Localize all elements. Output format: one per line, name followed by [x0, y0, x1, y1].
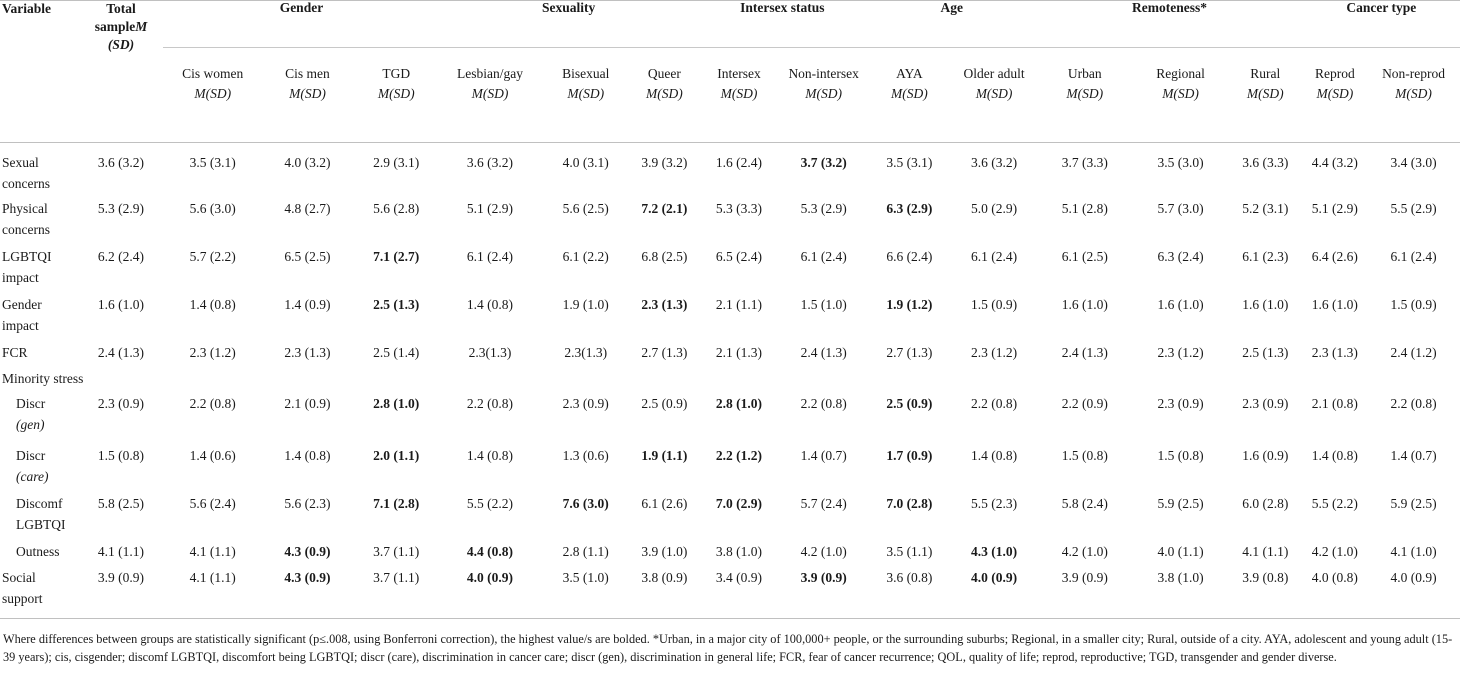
table-cell: 6.2 (2.4) — [97, 249, 145, 264]
table-cell: 2.2 (0.8) — [1390, 396, 1437, 411]
table-cell: 2.7 (1.3) — [886, 345, 933, 360]
table-cell: 4.3 (1.0) — [971, 544, 1018, 559]
group-header-intersex: Intersex status — [698, 0, 867, 47]
table-cell: 2.2 (0.8) — [189, 396, 236, 411]
table-row — [0, 489, 1460, 537]
table-body — [0, 142, 1460, 613]
table-cell: 2.3 (1.2) — [971, 345, 1018, 360]
col-header-7: Non-intersex M(SD) — [788, 65, 859, 101]
table-cell: 6.1 (2.6) — [641, 496, 688, 511]
table-cell: 2.2 (1.2) — [715, 448, 763, 463]
col-header-14: Non-reprod M(SD) — [1382, 65, 1446, 101]
table-cell: 4.0 (3.2) — [284, 155, 331, 170]
table-row — [0, 242, 1460, 290]
table-cell: 5.6 (2.4) — [189, 496, 236, 511]
table-cell: 6.5 (2.5) — [284, 249, 331, 264]
top-rule — [0, 0, 1460, 1]
row-label: Discomf LGBTQI — [16, 496, 66, 532]
table-cell: 3.7 (3.3) — [1061, 155, 1108, 170]
group-header-remoteness: Remoteness* — [1036, 0, 1302, 47]
table-cell: 5.3 (2.9) — [97, 201, 145, 216]
table-cell: 5.3 (3.3) — [715, 201, 763, 216]
table-cell: 1.6 (1.0) — [1157, 297, 1204, 312]
table-cell: 4.3 (0.9) — [284, 570, 331, 585]
table-cell: 2.0 (1.1) — [373, 448, 420, 463]
table-cell: 2.8 (1.1) — [562, 544, 609, 559]
table-cell: 3.4 (0.9) — [715, 570, 763, 585]
table-cell: 1.4 (0.8) — [466, 297, 514, 312]
table-row — [0, 290, 1460, 338]
table-cell: 3.6 (3.3) — [1242, 155, 1289, 170]
table-cell: 4.2 (1.0) — [800, 544, 847, 559]
table-cell: 6.1 (2.4) — [466, 249, 514, 264]
row-label: Sexual concerns — [2, 155, 50, 191]
table-cell: 2.4 (1.3) — [800, 345, 847, 360]
table-cell: 3.5 (3.1) — [886, 155, 933, 170]
table-cell: 2.1 (0.9) — [284, 396, 331, 411]
table-cell: 5.6 (2.8) — [373, 201, 420, 216]
table-cell: 3.7 (3.2) — [800, 155, 847, 170]
table-row — [0, 364, 1460, 389]
table-cell: 2.3 (1.3) — [641, 297, 688, 312]
table-cell: 1.6 (1.0) — [1061, 297, 1108, 312]
table-footnote: Where differences between groups are statistically significant (p≤.008, using Bonferroni correction), the highest value/s are bolded. *Urban, in a major city of 100,000+ people, or the surrounding suburbs; Regional, in a smaller city; Rural, outside of a city. AYA, adolescent and young adult (15-39 years); cis, cisgender; discomf LGBTQI, discomfort being LGBTQI; discr (care), discrimination in cancer care; discr (gen), discrimination in general life; FCR, fear of cancer recurrence; QOL, quality of life; reprod, reproductive; TGD, transgender and gender diverse. — [3, 632, 1453, 664]
col-header-11: Regional M(SD) — [1156, 65, 1205, 101]
table-cell: 2.5 (0.9) — [641, 396, 688, 411]
table-cell: 1.5 (0.8) — [1061, 448, 1108, 463]
table-cell: 4.0 (0.8) — [1311, 570, 1358, 585]
table-cell: 5.1 (2.9) — [466, 201, 514, 216]
table-cell: 3.6 (3.2) — [466, 155, 514, 170]
table-cell: 4.0 (3.1) — [562, 155, 609, 170]
table-cell: 2.1 (1.1) — [715, 297, 763, 312]
table-cell: 5.7 (3.0) — [1157, 201, 1204, 216]
table-cell: 2.3 (1.2) — [189, 345, 236, 360]
table-cell: 2.3 (0.9) — [1242, 396, 1289, 411]
table-cell: 5.5 (2.2) — [1311, 496, 1358, 511]
col-header-1: Cis men M(SD) — [285, 65, 330, 101]
table-cell: 7.2 (2.1) — [641, 201, 688, 216]
table-cell: 1.5 (0.8) — [97, 448, 145, 463]
table-cell: 5.2 (3.1) — [1242, 201, 1289, 216]
bottom-rule — [0, 618, 1460, 619]
col-header-8: AYA M(SD) — [891, 65, 928, 101]
table-cell: 6.3 (2.4) — [1157, 249, 1204, 264]
header-rule — [0, 142, 1460, 143]
table-cell: 6.1 (2.2) — [562, 249, 609, 264]
table-cell: 1.6 (1.0) — [1311, 297, 1358, 312]
group-header-age: Age — [867, 0, 1036, 47]
table-cell: 2.1 (1.3) — [715, 345, 763, 360]
table-cell: 1.6 (1.0) — [1242, 297, 1289, 312]
table-cell: 7.1 (2.8) — [373, 496, 420, 511]
table-cell: 5.1 (2.8) — [1061, 201, 1108, 216]
table-cell: 4.0 (1.1) — [1157, 544, 1204, 559]
table-cell: 7.1 (2.7) — [373, 249, 420, 264]
col-header-6: Intersex M(SD) — [717, 65, 761, 101]
table-cell: 2.2 (0.8) — [800, 396, 847, 411]
col-header-3: Lesbian/gay M(SD) — [456, 65, 523, 101]
table-row — [0, 338, 1460, 364]
table-cell: 6.1 (2.4) — [800, 249, 847, 264]
row-label: Social support — [2, 570, 43, 606]
table-cell: 2.2 (0.8) — [971, 396, 1018, 411]
table-cell: 4.2 (1.0) — [1061, 544, 1108, 559]
group-header-gender: Gender — [163, 0, 439, 47]
table-cell: 4.0 (0.9) — [1390, 570, 1437, 585]
table-cell: 5.5 (2.3) — [971, 496, 1018, 511]
table-cell: 2.5 (1.3) — [1242, 345, 1289, 360]
table-cell: 3.6 (3.2) — [971, 155, 1018, 170]
table-cell: 5.6 (2.3) — [284, 496, 331, 511]
table-cell: 5.6 (2.5) — [562, 201, 609, 216]
table-cell: 1.7 (0.9) — [886, 448, 933, 463]
row-label: Minority stress — [2, 371, 84, 386]
table-cell: 2.3 (0.9) — [562, 396, 609, 411]
row-label: Discr (gen) — [16, 396, 46, 432]
table-cell: 2.2 (0.8) — [466, 396, 514, 411]
table-cell: 1.4 (0.8) — [189, 297, 236, 312]
table-cell: 1.6 (2.4) — [715, 155, 763, 170]
table-cell: 3.8 (1.0) — [1157, 570, 1204, 585]
table-cell: 4.2 (1.0) — [1311, 544, 1358, 559]
table-cell: 5.0 (2.9) — [971, 201, 1018, 216]
table-cell: 2.2 (0.9) — [1061, 396, 1108, 411]
table-cell: 1.4 (0.9) — [284, 297, 331, 312]
table-row — [0, 194, 1460, 242]
row-label: Outness — [16, 544, 60, 559]
table-cell: 6.5 (2.4) — [715, 249, 763, 264]
table-cell: 3.5 (1.1) — [886, 544, 933, 559]
table-cell: 1.6 (0.9) — [1242, 448, 1289, 463]
row-label: Gender impact — [2, 297, 42, 333]
table-cell: 3.9 (0.9) — [1061, 570, 1108, 585]
table-cell: 2.5 (1.3) — [373, 297, 420, 312]
col-header-variable: Variable — [2, 1, 52, 16]
table-cell: 1.4 (0.7) — [1390, 448, 1437, 463]
table-cell: 4.1 (1.1) — [97, 544, 145, 559]
table-cell: 2.9 (3.1) — [373, 155, 420, 170]
table-cell: 2.1 (0.8) — [1311, 396, 1358, 411]
table-cell: 1.5 (0.8) — [1157, 448, 1204, 463]
table-cell: 1.5 (0.9) — [1390, 297, 1437, 312]
table-cell: 3.9 (0.8) — [1242, 570, 1289, 585]
table-cell: 1.6 (1.0) — [97, 297, 145, 312]
col-header-13: Reprod M(SD) — [1314, 65, 1355, 101]
table-cell: 1.3 (0.6) — [562, 448, 609, 463]
table-cell: 4.8 (2.7) — [284, 201, 331, 216]
table-cell: 6.1 (2.4) — [1390, 249, 1437, 264]
group-header-sexuality: Sexuality — [440, 0, 698, 47]
table-cell: 3.7 (1.1) — [373, 570, 420, 585]
table-cell: 4.1 (1.1) — [189, 570, 236, 585]
table-cell: 1.4 (0.7) — [800, 448, 847, 463]
col-header-4: Bisexual M(SD) — [562, 65, 610, 101]
table-cell: 5.8 (2.4) — [1061, 496, 1108, 511]
row-label: FCR — [2, 345, 28, 360]
col-header-2: TGD M(SD) — [377, 65, 415, 101]
table-cell: 4.3 (0.9) — [284, 544, 331, 559]
col-header-12: Rural M(SD) — [1246, 65, 1284, 101]
table-cell: 1.4 (0.6) — [189, 448, 236, 463]
table-cell: 6.1 (2.3) — [1242, 249, 1289, 264]
table-cell: 1.4 (0.8) — [284, 448, 331, 463]
row-label: LGBTQI impact — [2, 249, 52, 285]
table-cell: 2.3 (1.2) — [1157, 345, 1204, 360]
table-cell: 5.3 (2.9) — [800, 201, 847, 216]
table-cell: 4.1 (1.0) — [1390, 544, 1437, 559]
table-cell: 6.3 (2.9) — [886, 201, 933, 216]
table-cell: 7.0 (2.8) — [886, 496, 933, 511]
table-cell: 4.1 (1.1) — [189, 544, 236, 559]
table-cell: 5.7 (2.4) — [800, 496, 847, 511]
table-cell: 5.1 (2.9) — [1311, 201, 1358, 216]
table-row — [0, 563, 1460, 613]
table-cell: 6.6 (2.4) — [886, 249, 933, 264]
table-cell: 3.7 (1.1) — [373, 544, 420, 559]
table-cell: 4.0 (0.9) — [466, 570, 514, 585]
table-cell: 2.8 (1.0) — [715, 396, 763, 411]
table-cell: 3.6 (0.8) — [886, 570, 933, 585]
table-cell: 4.1 (1.1) — [1242, 544, 1289, 559]
col-header-0: Cis women M(SD) — [182, 65, 244, 101]
table-cell: 5.6 (3.0) — [189, 201, 236, 216]
table-cell: 5.5 (2.2) — [466, 496, 514, 511]
row-label: Physical concerns — [2, 201, 50, 237]
table-cell: 4.0 (0.9) — [971, 570, 1018, 585]
table-cell: 5.5 (2.9) — [1390, 201, 1437, 216]
table-row — [0, 142, 1460, 194]
table-cell: 6.0 (2.8) — [1242, 496, 1289, 511]
table-cell: 3.9 (0.9) — [97, 570, 145, 585]
table-cell: 1.5 (0.9) — [971, 297, 1018, 312]
table-cell: 2.4 (1.2) — [1390, 345, 1437, 360]
table-cell: 3.5 (3.0) — [1157, 155, 1204, 170]
table-cell: 3.8 (0.9) — [641, 570, 688, 585]
table-cell: 3.8 (1.0) — [715, 544, 763, 559]
table-cell: 6.1 (2.5) — [1061, 249, 1108, 264]
table-cell: 1.5 (1.0) — [800, 297, 847, 312]
table-row — [0, 537, 1460, 563]
table-cell: 1.4 (0.8) — [466, 448, 514, 463]
table-cell: 5.8 (2.5) — [97, 496, 145, 511]
table-cell: 1.9 (1.1) — [641, 448, 688, 463]
table-cell: 3.5 (1.0) — [562, 570, 609, 585]
table-cell: 5.9 (2.5) — [1157, 496, 1204, 511]
col-header-total: Total sampleM (SD) — [94, 1, 148, 52]
table-cell: 3.6 (3.2) — [97, 155, 145, 170]
table-cell: 2.4 (1.3) — [1061, 345, 1108, 360]
table-cell: 3.9 (3.2) — [641, 155, 688, 170]
table-cell: 2.3(1.3) — [564, 345, 608, 360]
col-header-5: Queer M(SD) — [646, 65, 683, 101]
table-cell: 2.3 (0.9) — [1157, 396, 1204, 411]
table-cell: 2.3(1.3) — [468, 345, 512, 360]
table-cell: 2.5 (1.4) — [373, 345, 420, 360]
table-cell: 1.9 (1.0) — [562, 297, 609, 312]
table-cell: 2.5 (0.9) — [886, 396, 933, 411]
table-cell: 3.4 (3.0) — [1390, 155, 1437, 170]
table-cell: 6.8 (2.5) — [641, 249, 688, 264]
table-cell: 6.4 (2.6) — [1311, 249, 1358, 264]
table-cell: 4.4 (0.8) — [466, 544, 514, 559]
table-cell: 2.3 (0.9) — [97, 396, 145, 411]
table-cell: 2.8 (1.0) — [373, 396, 420, 411]
table-cell: 1.4 (0.8) — [971, 448, 1018, 463]
table-cell: 3.9 (1.0) — [641, 544, 688, 559]
table-row — [0, 389, 1460, 441]
table-cell: 3.5 (3.1) — [189, 155, 236, 170]
table-cell: 2.4 (1.3) — [97, 345, 145, 360]
col-header-10: Urban M(SD) — [1066, 65, 1104, 101]
row-label: Discr (care) — [16, 448, 49, 484]
table-cell: 2.3 (1.3) — [284, 345, 331, 360]
table-cell: 5.7 (2.2) — [189, 249, 236, 264]
table-cell: 2.7 (1.3) — [641, 345, 688, 360]
table-cell: 7.6 (3.0) — [562, 496, 609, 511]
table-row — [0, 441, 1460, 489]
col-header-9: Older adult M(SD) — [963, 65, 1025, 101]
table-cell: 7.0 (2.9) — [715, 496, 763, 511]
table-cell: 1.4 (0.8) — [1311, 448, 1358, 463]
table-cell: 6.1 (2.4) — [971, 249, 1018, 264]
table-cell: 3.9 (0.9) — [800, 570, 847, 585]
table-cell: 5.9 (2.5) — [1390, 496, 1437, 511]
table-cell: 2.3 (1.3) — [1311, 345, 1358, 360]
table-cell: 4.4 (3.2) — [1311, 155, 1358, 170]
subheader-row — [0, 47, 1460, 142]
group-header-cancer-type: Cancer type — [1303, 0, 1460, 47]
table-cell: 1.9 (1.2) — [886, 297, 933, 312]
